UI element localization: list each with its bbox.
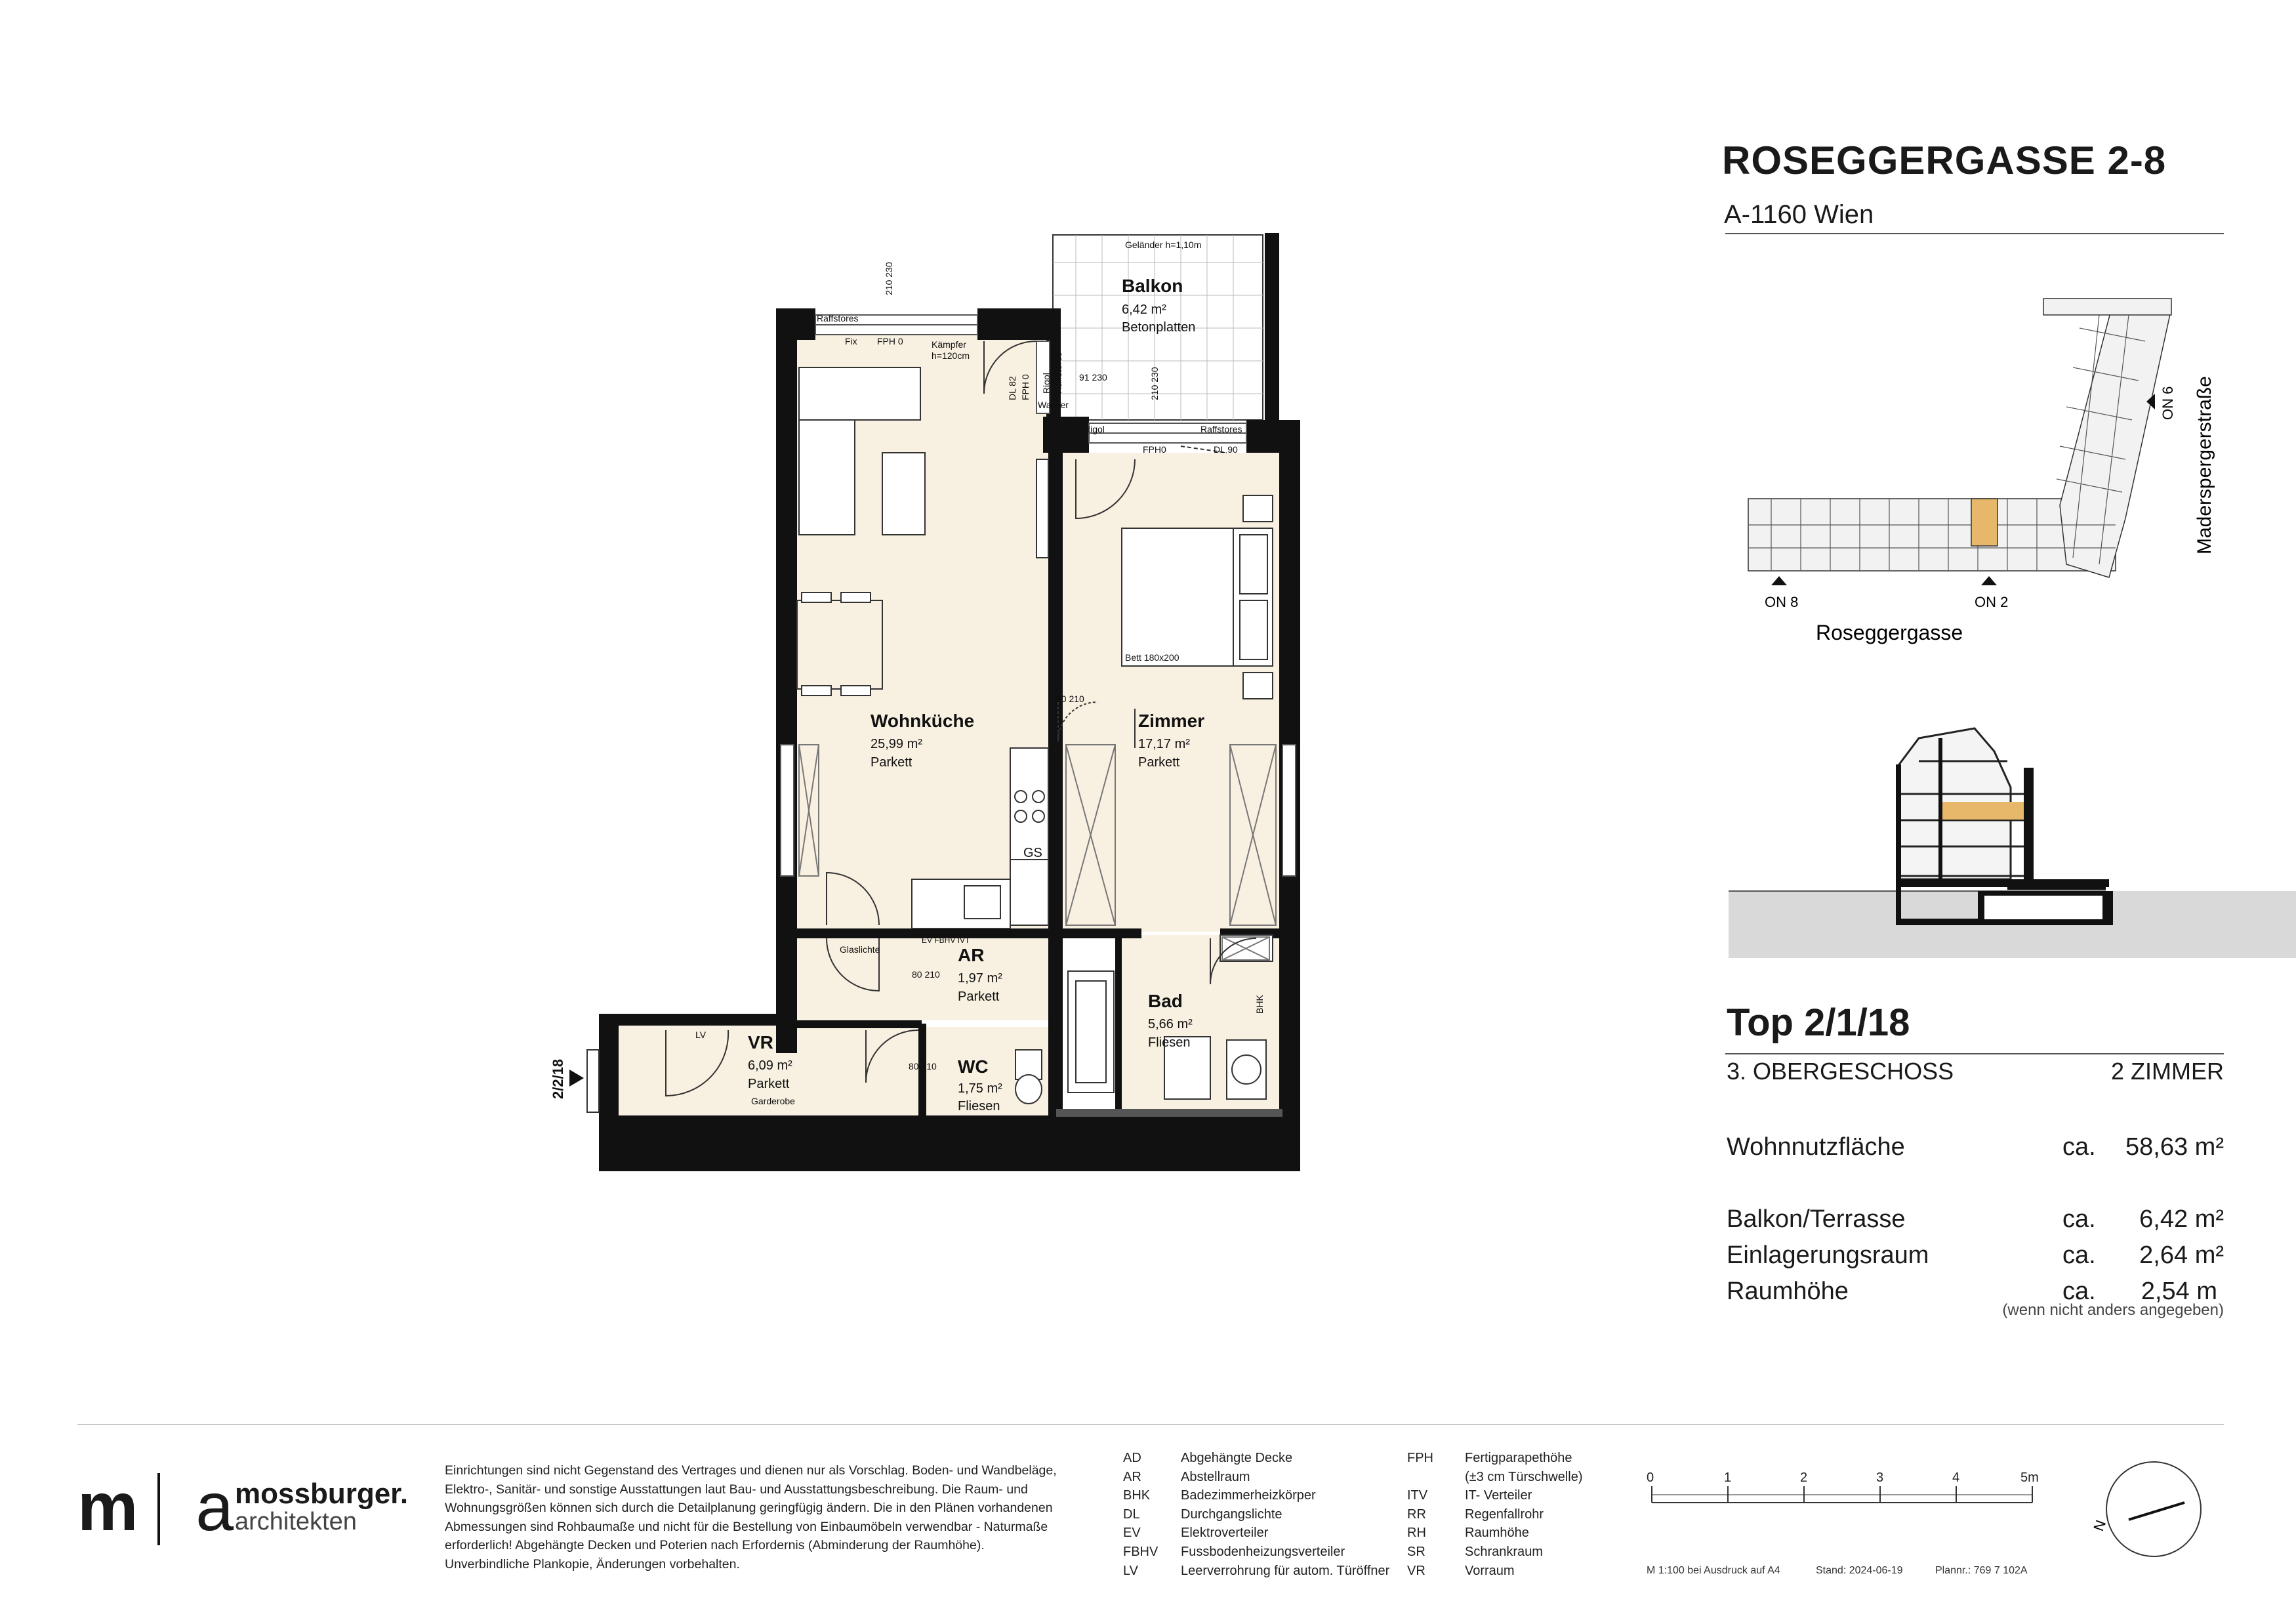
legend-left — [1123, 1449, 1389, 1580]
unit-top: Top 2/1/18 — [1727, 1001, 1910, 1044]
legend-item: FBHV Fussbodenheizungsverteiler — [1123, 1544, 1345, 1559]
site-highlight — [1971, 499, 1998, 546]
label-gelaender: Geländer h=1,10m — [1125, 239, 1202, 250]
label-fix: Fix — [845, 336, 857, 346]
unit-floor: 3. OBERGESCHOSS — [1727, 1058, 1954, 1085]
label-glaslichte: Glaslichte — [840, 944, 880, 955]
street-roseggergasse: Roseggergasse — [1816, 621, 1963, 644]
area-label: Balkon/Terrasse — [1727, 1205, 1906, 1233]
floor-plan — [550, 233, 1300, 1171]
label-wasser: Wasser — [1038, 400, 1069, 410]
area-label: Wohnnutzfläche — [1727, 1133, 1905, 1161]
unit-rooms: 2 ZIMMER — [2110, 1058, 2224, 1085]
header-rule — [1725, 233, 2224, 234]
room-wc-name: WC — [958, 1056, 989, 1077]
area-ca: ca. — [2062, 1133, 2096, 1161]
room-bad-finish: Fliesen — [1148, 1035, 1191, 1050]
legend-item: EV Elektroverteiler — [1123, 1526, 1269, 1541]
label-rigol-1: Rigol — [1041, 373, 1052, 394]
footer-rule — [77, 1424, 2224, 1425]
legend-item: RH Raumhöhe — [1407, 1526, 1529, 1541]
room-ar-name: AR — [958, 945, 985, 965]
legend-item: AR Abstellraum — [1123, 1469, 1250, 1484]
section-highlight — [1940, 802, 2026, 820]
svg-text:1: 1 — [1724, 1470, 1732, 1485]
label-fph0-b: FPH 0 — [1020, 374, 1031, 400]
legend-item: RR Regenfallrohr — [1407, 1507, 1544, 1522]
plan-number: Plannr.: 769 7 102A — [1935, 1565, 2028, 1576]
logo-name: mossburger. — [235, 1478, 409, 1510]
scale-ticks — [1647, 1470, 2039, 1485]
legend-item: DL Durchgangslichte — [1123, 1507, 1282, 1522]
building-section — [1729, 728, 2296, 958]
room-vr-area: 6,09 m² — [748, 1058, 792, 1073]
legend-item: ITV IT- Verteiler — [1407, 1488, 1532, 1503]
logo-divider — [157, 1473, 160, 1545]
room-wc-finish: Fliesen — [958, 1099, 1000, 1114]
label-raffstores-1: Raffstores — [817, 313, 859, 323]
label-kaempfer-h: h=120cm — [932, 350, 970, 361]
room-zimmer-finish: Parkett — [1138, 755, 1180, 770]
svg-text:0: 0 — [1647, 1470, 1654, 1485]
room-wc-area: 1,75 m² — [958, 1081, 1002, 1096]
dim-balkon-right: 210 230 — [1149, 367, 1160, 400]
area-label: Einlagerungsraum — [1727, 1241, 1929, 1269]
room-wohnkueche-area: 25,99 m² — [871, 737, 922, 751]
entrance-on6: ON 6 — [2160, 386, 2176, 420]
room-balkon-finish: Betonplatten — [1122, 320, 1196, 335]
label-rigol-2: Rigol — [1084, 424, 1105, 434]
north-label: N — [2090, 1518, 2110, 1533]
room-ar-area: 1,97 m² — [958, 971, 1002, 986]
legend-item: VR Vorraum — [1407, 1563, 1515, 1578]
area-ca: ca. — [2062, 1278, 2096, 1305]
dim-door-zimmer: 80 210 — [1056, 694, 1084, 704]
legend-right — [1407, 1449, 1583, 1580]
room-wohnkueche-name: Wohnküche — [871, 711, 975, 731]
svg-text:2: 2 — [1800, 1470, 1808, 1485]
label-door-tag: 2/2/18 — [550, 1058, 566, 1099]
logo-subtitle: architekten — [235, 1508, 357, 1535]
project-title: ROSEGGERGASSE 2-8 — [1722, 138, 2167, 182]
room-vr-finish: Parkett — [748, 1077, 790, 1091]
dim-window-top: 210 230 — [884, 262, 894, 295]
label-dl82: DL 82 — [1007, 376, 1017, 400]
disclaimer-text: Einrichtungen sind nicht Gegenstand des Vertrages und dienen nur als Vorschlag. Boden- und Wandbeläge, Elektro-, Sanitär- und sonstige Ausstattungen laut Bau- und Ausstattungsbeschreibung. Die Raum- und Wohnungsgrößen können sich durch die Detailplanung geringfügig ändern. Die in den Plänen vorhandenen Abmessungen sind Rohbaumaße und nicht für die Bestellung von Einbaumöbeln verwendbar - Naturmaße erforderlich! Abgehängte Decken und Poterien nach Erfordernis (Abminderung der Raumhöhe). Unverbindliche Plankopie, Änderungen vorbehalten. — [445, 1463, 1057, 1572]
room-ar-finish: Parkett — [958, 989, 1000, 1004]
area-label: Raumhöhe — [1727, 1278, 1849, 1305]
room-bad-name: Bad — [1148, 991, 1183, 1011]
area-value: 2,64 m² — [2139, 1241, 2224, 1269]
svg-text:4: 4 — [1952, 1470, 1960, 1485]
svg-text:5m: 5m — [2020, 1470, 2039, 1485]
area-value: 58,63 m² — [2125, 1133, 2224, 1161]
label-dl90: DL 90 — [1214, 444, 1238, 455]
logo-m: m — [77, 1469, 137, 1545]
area-ca: ca. — [2062, 1241, 2096, 1269]
logo-a: a — [195, 1469, 233, 1545]
legend-item: SR Schrankraum — [1407, 1544, 1543, 1559]
label-garderobe: Garderobe — [751, 1096, 795, 1106]
scale-bar — [1652, 1486, 2032, 1503]
area-value: 2,54 m — [2141, 1278, 2217, 1305]
label-fph0-a: FPH 0 — [877, 336, 903, 346]
room-wohnkueche-finish: Parkett — [871, 755, 912, 770]
north-arrow — [2090, 1462, 2201, 1556]
legend-item: BHK Badezimmerheizkörper — [1123, 1488, 1316, 1503]
stand-date: Stand: 2024-06-19 — [1816, 1565, 1903, 1576]
site-plan — [1748, 299, 2215, 644]
entry-arrow — [569, 1070, 584, 1087]
label-bhk: BHK — [1254, 995, 1265, 1014]
dim-balkon-door: 91 230 — [1079, 372, 1107, 383]
label-gs: GS — [1023, 846, 1042, 860]
label-bett: Bett 180x200 — [1125, 652, 1179, 663]
room-zimmer-area: 17,17 m² — [1138, 737, 1190, 751]
label-raffstores-v: Raffstores — [1053, 352, 1063, 394]
unit-rule — [1725, 1053, 2224, 1054]
area-ca: ca. — [2062, 1205, 2096, 1233]
room-bad-area: 5,66 m² — [1148, 1017, 1193, 1031]
legend-item: LV Leerverrohrung für autom. Türöffner — [1123, 1563, 1390, 1578]
street-maderspergerstrasse: Maderspergerstraße — [2194, 376, 2215, 554]
label-raffstores-2: Raffstores — [1200, 424, 1242, 434]
room-balkon-area: 6,42 m² — [1122, 302, 1166, 317]
entry-marker — [587, 1050, 599, 1112]
scale-text: M 1:100 bei Ausdruck auf A4 — [1647, 1565, 1780, 1576]
label-lv: LV — [695, 1030, 707, 1040]
logo-mark — [77, 1468, 232, 1547]
room-balkon-name: Balkon — [1122, 276, 1183, 296]
height-note: (wenn nicht anders angegeben) — [2002, 1301, 2224, 1319]
room-vr-name: VR — [748, 1032, 773, 1052]
legend-item: AD Abgehängte Decke — [1123, 1451, 1293, 1465]
project-address: A-1160 Wien — [1724, 200, 1874, 229]
label-kaempfer: Kämpfer — [932, 339, 966, 350]
legend-item: (±3 cm Türschwelle) — [1465, 1469, 1583, 1484]
room-zimmer-name: Zimmer — [1138, 711, 1205, 731]
dim-door-wc: 80 210 — [909, 1061, 937, 1072]
svg-text:3: 3 — [1876, 1470, 1884, 1485]
label-ev-fbhv-ivt: EV FBHV IVT — [922, 936, 970, 945]
dim-door-ar: 80 210 — [912, 969, 940, 980]
area-value: 6,42 m² — [2139, 1205, 2224, 1233]
entrance-on2: ON 2 — [1975, 594, 2009, 610]
label-fph0-c: FPH0 — [1143, 444, 1166, 455]
entrance-on8: ON 8 — [1765, 594, 1799, 610]
legend-item: FPH Fertigparapethöhe — [1407, 1451, 1572, 1465]
